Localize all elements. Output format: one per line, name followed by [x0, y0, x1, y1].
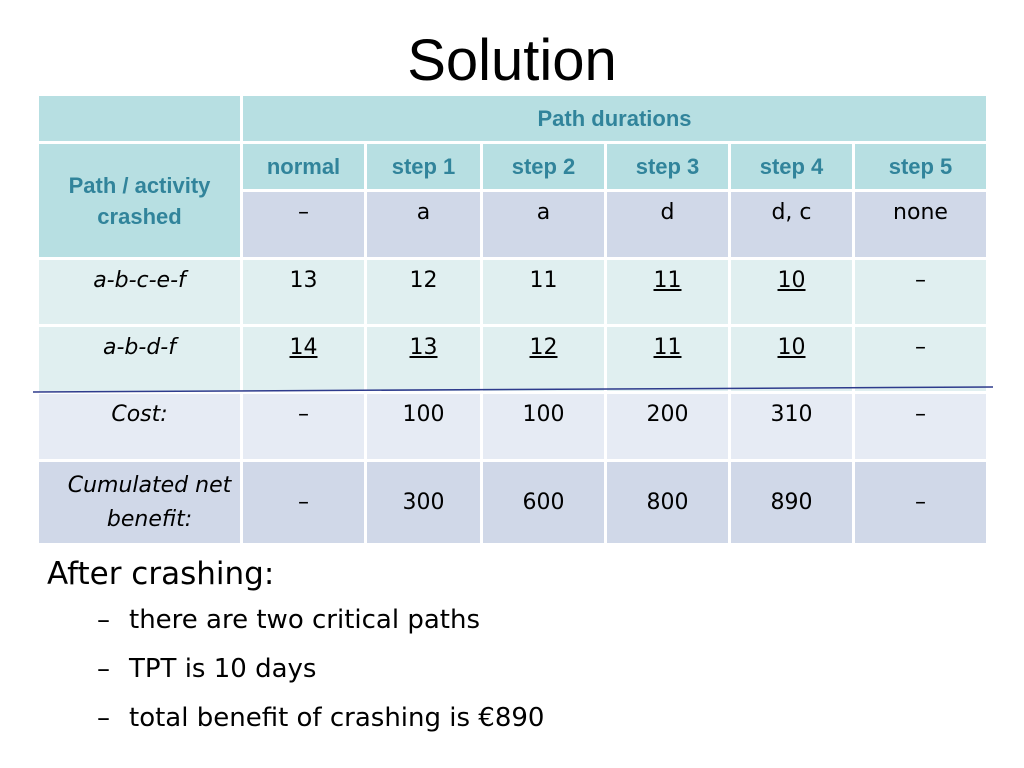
benefit-cell: –: [854, 461, 988, 545]
benefit-cell: 600: [482, 461, 606, 545]
list-item: [97, 694, 544, 743]
path-durations-table: [36, 93, 989, 546]
bullet-text: TPT is 10 days: [129, 654, 317, 684]
cost-cell: 100: [482, 393, 606, 461]
row-label: a-b-c-e-f: [38, 259, 242, 326]
row-label: Cost:: [38, 393, 242, 461]
duration-cell: 11: [606, 326, 730, 393]
duration-cell: 10: [730, 259, 854, 326]
column-header: step 2: [482, 143, 606, 191]
row-label: a-b-d-f: [38, 326, 242, 393]
cost-cell: –: [854, 393, 988, 461]
column-header: step 1: [366, 143, 482, 191]
dash-bullet: –: [97, 654, 110, 684]
crashed-activity-cell: d, c: [730, 191, 854, 259]
column-header: step 4: [730, 143, 854, 191]
cost-cell: 200: [606, 393, 730, 461]
column-header: normal: [242, 143, 366, 191]
bullet-text: total benefit of crashing is €890: [129, 703, 545, 733]
dash-bullet: –: [97, 703, 110, 733]
table-row: [38, 393, 988, 461]
duration-cell: 12: [366, 259, 482, 326]
crashed-activity-cell: none: [854, 191, 988, 259]
duration-cell: –: [854, 326, 988, 393]
cost-cell: –: [242, 393, 366, 461]
list-item: [97, 596, 544, 645]
duration-cell: 13: [366, 326, 482, 393]
benefit-cell: 800: [606, 461, 730, 545]
bullet-text: there are two critical paths: [129, 605, 480, 635]
column-header: step 3: [606, 143, 730, 191]
crashed-activity-cell: d: [606, 191, 730, 259]
duration-cell: 13: [242, 259, 366, 326]
notes: [47, 552, 544, 743]
benefit-cell: –: [242, 461, 366, 545]
dash-bullet: –: [97, 605, 110, 635]
group-header: Path durations: [242, 95, 988, 143]
crashed-activity-cell: –: [242, 191, 366, 259]
row-label: Cumulated net benefit:: [38, 461, 242, 545]
table-row: [38, 461, 988, 545]
duration-cell: 12: [482, 326, 606, 393]
column-header: step 5: [854, 143, 988, 191]
benefit-cell: 890: [730, 461, 854, 545]
crashed-activity-cell: a: [482, 191, 606, 259]
duration-cell: 11: [482, 259, 606, 326]
duration-cell: 10: [730, 326, 854, 393]
table-row: [38, 259, 988, 326]
duration-cell: –: [854, 259, 988, 326]
cost-cell: 100: [366, 393, 482, 461]
cost-cell: 310: [730, 393, 854, 461]
benefit-cell: 300: [366, 461, 482, 545]
corner-cell: [38, 95, 242, 143]
duration-cell: 14: [242, 326, 366, 393]
crashed-activity-cell: a: [366, 191, 482, 259]
list-item: [97, 645, 544, 694]
duration-cell: 11: [606, 259, 730, 326]
table-row: [38, 326, 988, 393]
notes-lead: After crashing:: [47, 556, 275, 592]
bullet-list: [47, 596, 544, 743]
row-header: Path / activity crashed: [38, 143, 242, 259]
slide-title: Solution: [407, 28, 617, 93]
